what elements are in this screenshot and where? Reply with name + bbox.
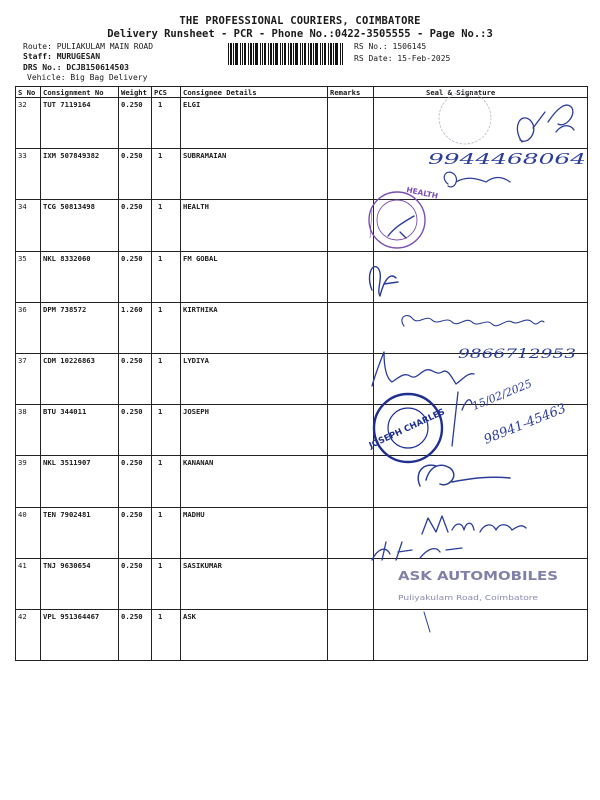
cell-consignee: ELGI	[181, 98, 328, 149]
barcode-bar	[293, 43, 294, 65]
svg-text:ASK AUTOMOBILES: ASK AUTOMOBILES	[398, 569, 558, 583]
cell-weight: 0.250	[119, 456, 152, 507]
table-row	[16, 200, 588, 251]
cell-signature	[374, 353, 588, 404]
cell-consignment: TCG 50813498	[41, 200, 119, 251]
cell-sno: 37	[16, 353, 41, 404]
barcode-bar	[290, 43, 292, 65]
cell-consignment: IXM 507849382	[41, 149, 119, 200]
cell-weight: 0.250	[119, 507, 152, 558]
header-consignee: Consignee Details	[181, 87, 328, 98]
cell-consignee: FM GOBAL	[181, 251, 328, 302]
cell-remarks	[328, 149, 374, 200]
cell-remarks	[328, 353, 374, 404]
barcode-bar	[270, 43, 272, 65]
svg-text:Puliyakulam Road, Coimbatore: Puliyakulam Road, Coimbatore	[398, 594, 538, 602]
barcode-bar	[295, 43, 298, 65]
drs-label: DRS No.: DCJB150614503	[23, 63, 129, 72]
cell-signature	[374, 405, 588, 456]
svg-text:JOSEPH CHARLES: JOSEPH CHARLES	[367, 407, 447, 452]
cell-pcs: 1	[152, 251, 181, 302]
cell-consignment: TEN 7902481	[41, 507, 119, 558]
cell-weight: 0.250	[119, 98, 152, 149]
cell-remarks	[328, 251, 374, 302]
cell-consignee: ASK	[181, 609, 328, 660]
rs-date: RS Date: 15-Feb-2025	[354, 54, 451, 63]
cell-signature	[374, 200, 588, 251]
cell-consignment: TUT 7119164	[41, 98, 119, 149]
cell-weight: 1.260	[119, 302, 152, 353]
cell-consignee: JOSEPH	[181, 405, 328, 456]
barcode-bar	[242, 43, 243, 65]
cell-consignment: CDM 10226863	[41, 353, 119, 404]
cell-consignment: DPM 738572	[41, 302, 119, 353]
cell-pcs: 1	[152, 200, 181, 251]
barcode-bar	[342, 43, 343, 65]
header-consignment: Consignment No	[41, 87, 119, 98]
table-row	[16, 353, 588, 404]
cell-sno: 35	[16, 251, 41, 302]
barcode-bar	[248, 43, 249, 65]
barcode-bar	[315, 43, 318, 65]
barcode-bar	[230, 43, 232, 65]
barcode-bar	[302, 43, 303, 65]
cell-signature	[374, 302, 588, 353]
cell-weight: 0.250	[119, 251, 152, 302]
cell-pcs: 1	[152, 353, 181, 404]
cell-pcs: 1	[152, 507, 181, 558]
cell-weight: 0.250	[119, 405, 152, 456]
barcode-bar	[262, 43, 263, 65]
cell-pcs: 1	[152, 98, 181, 149]
barcode-bar	[228, 43, 229, 65]
header-remarks: Remarks	[328, 87, 374, 98]
date-row38: 15/02/2025	[470, 376, 534, 413]
barcode-bar	[322, 43, 323, 65]
cell-sno: 41	[16, 558, 41, 609]
barcode-image	[228, 43, 343, 65]
cell-signature	[374, 609, 588, 660]
phone-row37: 9866712953	[458, 347, 576, 362]
barcode-bar	[282, 43, 283, 65]
cell-sno: 40	[16, 507, 41, 558]
cell-pcs: 1	[152, 609, 181, 660]
header-seal-signature: Seal & Signature	[374, 87, 588, 98]
cell-consignment: BTU 344011	[41, 405, 119, 456]
cell-pcs: 1	[152, 405, 181, 456]
barcode-bar	[240, 43, 241, 65]
barcode-bar	[320, 43, 321, 65]
barcode-bar	[313, 43, 314, 65]
barcode-bar	[328, 43, 329, 65]
phone-row33: 9944468064	[428, 150, 586, 168]
cell-signature	[374, 98, 588, 149]
runsheet-subtitle: Delivery Runsheet - PCR - Phone No.:0422-3505555 - Page No.:3	[107, 28, 493, 40]
table-row	[16, 558, 588, 609]
cell-consignee: SASIKUMAR	[181, 558, 328, 609]
barcode-bar	[300, 43, 301, 65]
cell-consignee: KIRTHIKA	[181, 302, 328, 353]
barcode-bar	[310, 43, 312, 65]
cell-consignment: NKL 8332060	[41, 251, 119, 302]
table-row	[16, 149, 588, 200]
cell-sno: 32	[16, 98, 41, 149]
barcode-bar	[275, 43, 278, 65]
barcode-bar	[233, 43, 234, 65]
cell-sno: 42	[16, 609, 41, 660]
cell-sno: 33	[16, 149, 41, 200]
cell-pcs: 1	[152, 558, 181, 609]
staff-label: Staff: MURUGESAN	[23, 52, 101, 61]
cell-signature	[374, 507, 588, 558]
barcode-bar	[235, 43, 238, 65]
barcode-bar	[284, 43, 286, 65]
table-row	[16, 609, 588, 660]
cell-remarks	[328, 302, 374, 353]
cell-consignee: HEALTH	[181, 200, 328, 251]
cell-remarks	[328, 507, 374, 558]
cell-sno: 38	[16, 405, 41, 456]
route-label: Route: PULIAKULAM MAIN ROAD	[23, 42, 154, 51]
barcode-bar	[335, 43, 338, 65]
cell-signature	[374, 558, 588, 609]
cell-pcs: 1	[152, 456, 181, 507]
cell-weight: 0.250	[119, 353, 152, 404]
cell-consignment: NKL 3511907	[41, 456, 119, 507]
table-row	[16, 251, 588, 302]
table-row	[16, 405, 588, 456]
cell-sno: 34	[16, 200, 41, 251]
barcode-bar	[264, 43, 266, 65]
cell-weight: 0.250	[119, 609, 152, 660]
cell-consignment: VPL 951364467	[41, 609, 119, 660]
cell-sno: 39	[16, 456, 41, 507]
cell-consignee: KANANAN	[181, 456, 328, 507]
runsheet-table	[15, 86, 588, 661]
phone-row38: 98941-45463	[481, 401, 569, 448]
barcode-bar	[273, 43, 274, 65]
cell-remarks	[328, 456, 374, 507]
cell-signature	[374, 456, 588, 507]
header-sno: S No	[16, 87, 41, 98]
barcode-bar	[333, 43, 334, 65]
cell-consignee: LYDIYA	[181, 353, 328, 404]
barcode-bar	[340, 43, 341, 65]
table-row	[16, 456, 588, 507]
barcode-bar	[260, 43, 261, 65]
barcode-bar	[288, 43, 289, 65]
cell-signature	[374, 251, 588, 302]
cell-sno: 36	[16, 302, 41, 353]
barcode-bar	[280, 43, 281, 65]
header-weight: Weight	[119, 87, 152, 98]
barcode-bar	[330, 43, 332, 65]
barcode-bar	[308, 43, 309, 65]
table-header-row	[16, 87, 588, 98]
cell-weight: 0.250	[119, 200, 152, 251]
barcode-bar	[250, 43, 252, 65]
barcode-bar	[244, 43, 246, 65]
cell-weight: 0.250	[119, 558, 152, 609]
cell-remarks	[328, 98, 374, 149]
cell-signature	[374, 149, 588, 200]
cell-consignee: SUBRAMAIAN	[181, 149, 328, 200]
cell-remarks	[328, 405, 374, 456]
table-row	[16, 98, 588, 149]
barcode-bar	[268, 43, 269, 65]
cell-pcs: 1	[152, 149, 181, 200]
company-title: THE PROFESSIONAL COURIERS, COIMBATORE	[179, 15, 421, 27]
cell-remarks	[328, 558, 374, 609]
barcode-bar	[255, 43, 258, 65]
cell-remarks	[328, 200, 374, 251]
table-row	[16, 507, 588, 558]
cell-pcs: 1	[152, 302, 181, 353]
barcode-bar	[324, 43, 326, 65]
barcode-bar	[253, 43, 254, 65]
vehicle-label: Vehicle: Big Bag Delivery	[27, 73, 148, 82]
header-pcs: PCS	[152, 87, 181, 98]
barcode-bar	[304, 43, 306, 65]
cell-remarks	[328, 609, 374, 660]
cell-weight: 0.250	[119, 149, 152, 200]
svg-text:HEALTH: HEALTH	[405, 185, 439, 201]
cell-consignee: MADHU	[181, 507, 328, 558]
table-row	[16, 302, 588, 353]
rs-number: RS No.: 1506145	[354, 42, 427, 51]
cell-consignment: TNJ 9630654	[41, 558, 119, 609]
